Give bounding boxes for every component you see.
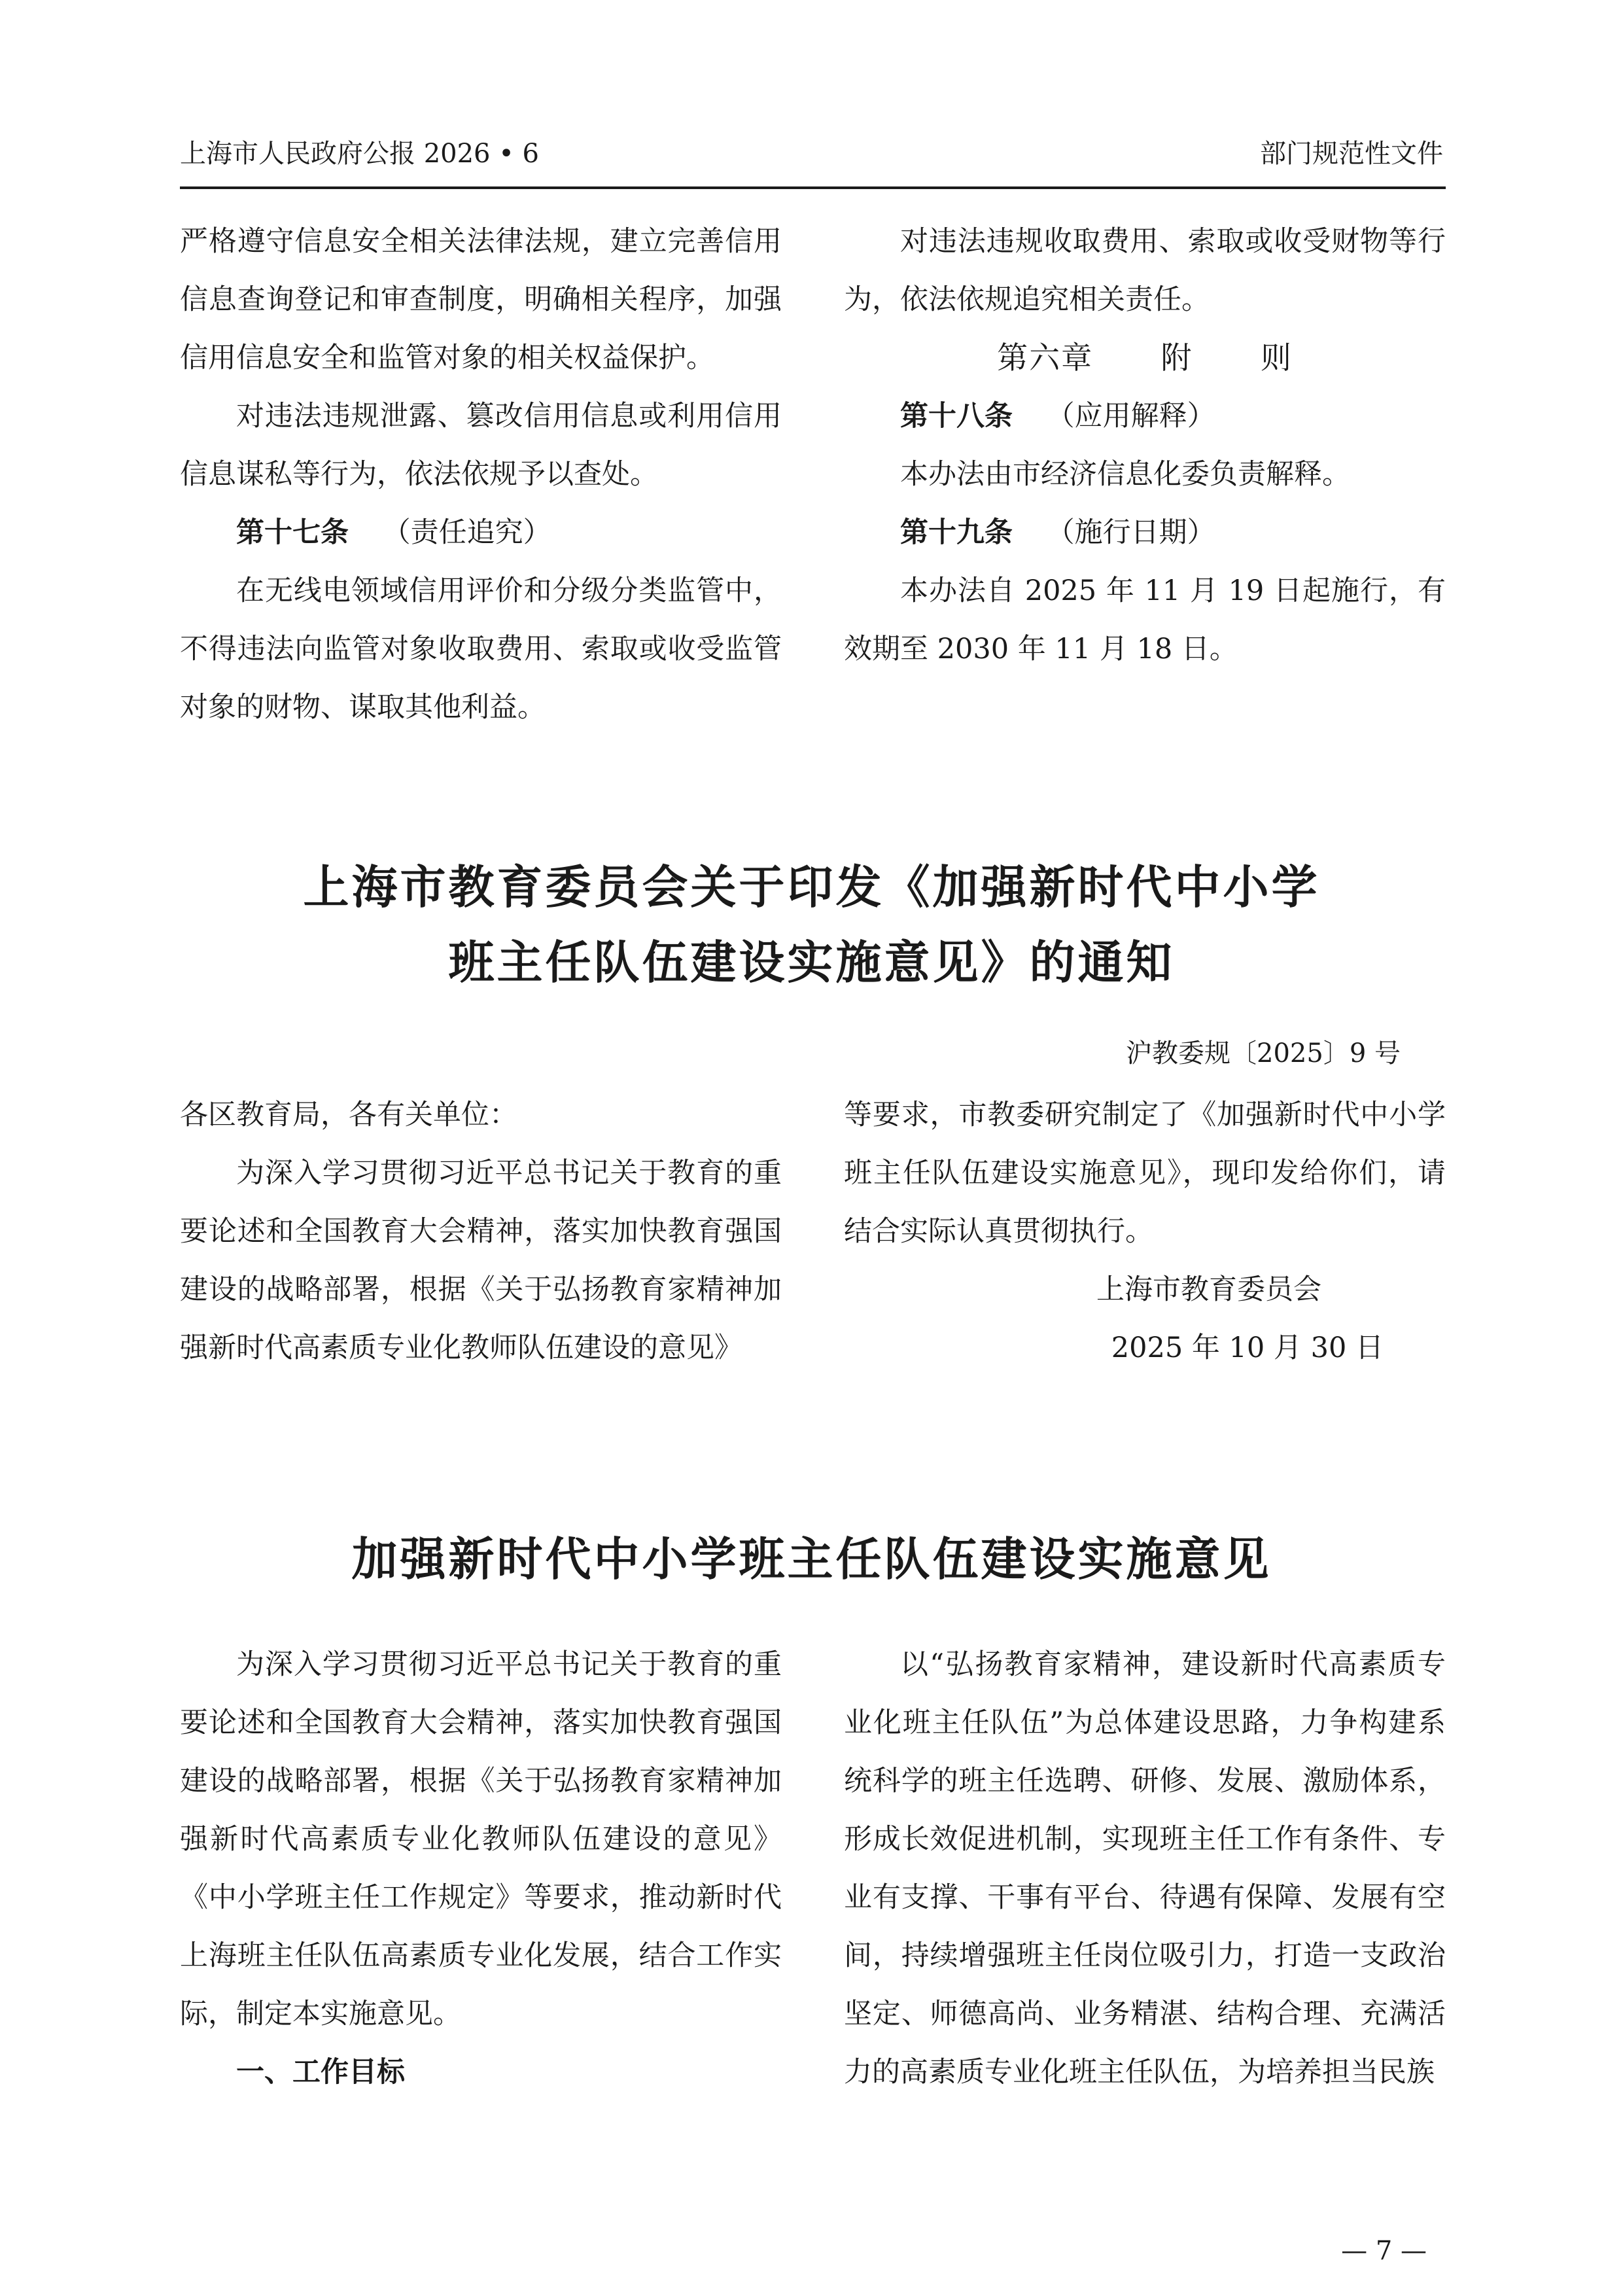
document-number: 沪教委规〔2025〕9 号 — [1126, 1038, 1401, 1069]
article-18-label: 第十八条 — [900, 400, 1013, 433]
page-number: — 7 — — [1341, 2236, 1427, 2266]
notice-title-line-2: 班主任队伍建设实施意见》的通知 — [448, 936, 1175, 989]
notice-left-para-1: 为深入学习贯彻习近平总书记关于教育的重要论述和全国教育大会精神，落实加快教育强国建设的战略部署，根据《关于弘扬教育家精神加强新时代高素质专业化教师队伍建设的意见》 — [180, 1157, 782, 1364]
notice-signer: 上海市教育委员会 — [1096, 1273, 1321, 1306]
part1-left-para-2: 对违法违规泄露、篡改信用信息或利用信用信息谋私等行为，依法依规予以查处。 — [180, 400, 782, 491]
notice-salutation: 各区教育局，各有关单位： — [180, 1099, 517, 1131]
part1-right-para-3: 本办法自 2025 年 11 月 19 日起施行，有效期至 2030 年 11 月 18 日。 — [844, 574, 1446, 665]
part1-right-para-2: 本办法由市经济信息化委负责解释。 — [900, 458, 1350, 491]
opinions-right-column — [844, 1636, 1446, 2102]
part1-left-column — [180, 213, 782, 737]
opinions-right-para-1: 以“弘扬教育家精神，建设新时代高素质专业化班主任队伍”为总体建设思路，力争构建系统科学的班主任选聘、研修、发展、激励体系，形成长效促进机制，实现班主任工作有条件、专业有支撑、干事有平台、待遇有保障、发展有空间，持续增强班主任岗位吸引力，打造一支政治坚定、师德高尚、业务精湛、结构合理、充满活力的高素质专业化班主任队伍，为培养担当民族 — [844, 1648, 1446, 2089]
chapter-heading — [844, 329, 1446, 387]
article-17-heading — [180, 504, 782, 562]
chapter-number: 第六章 — [997, 340, 1094, 376]
part1-left-para-3: 在无线电领域信用评价和分级分类监管中，不得违法向监管对象收取费用、索取或收受监管对象的财物、谋取其他利益。 — [180, 574, 782, 724]
notice-right-para-1: 等要求，市教委研究制定了《加强新时代中小学班主任队伍建设实施意见》，现印发给你们，请结合实际认真贯彻执行。 — [844, 1099, 1446, 1248]
section-1-heading: 一、工作目标 — [236, 2056, 405, 2089]
article-18-title: （应用解释） — [1046, 400, 1215, 433]
article-17-label: 第十七条 — [236, 516, 349, 549]
chapter-title-char-2: 则 — [1260, 340, 1293, 376]
part1-left-para-1: 严格遵守信息安全相关法律法规，建立完善信用信息查询登记和审查制度，明确相关程序，加强信用信息安全和监管对象的相关权益保护。 — [180, 225, 782, 374]
article-19-title: （施行日期） — [1046, 516, 1215, 549]
article-19-heading — [844, 504, 1446, 562]
opinions-left-column — [180, 1636, 782, 2102]
notice-date: 2025 年 10 月 30 日 — [1111, 1332, 1384, 1364]
header-publication: 上海市人民政府公报 2026 • 6 — [180, 139, 539, 169]
opinions-title: 加强新时代中小学班主任队伍建设实施意见 — [351, 1532, 1272, 1586]
part1-right-para-1: 对违法违规收取费用、索取或收受财物等行为，依法依规追究相关责任。 — [844, 225, 1446, 316]
opinions-left-para-1: 为深入学习贯彻习近平总书记关于教育的重要论述和全国教育大会精神，落实加快教育强国建设的战略部署，根据《关于弘扬教育家精神加强新时代高素质专业化教师队伍建设的意见》《中小学班主任工作规定》等要求，推动新时代上海班主任队伍高素质专业化发展，结合工作实际，制定本实施意见。 — [180, 1648, 782, 2030]
chapter-title-char-1: 附 — [1161, 340, 1193, 376]
notice-title-line-1: 上海市教育委员会关于印发《加强新时代中小学 — [303, 860, 1320, 914]
article-19-label: 第十九条 — [900, 516, 1013, 549]
header-section: 部门规范性文件 — [1260, 139, 1443, 169]
article-17-title: （责任追究） — [382, 516, 551, 549]
notice-right-column — [844, 1086, 1446, 1377]
header-rule — [180, 186, 1446, 189]
notice-left-column — [180, 1086, 782, 1377]
article-18-heading — [844, 387, 1446, 446]
part1-right-column — [844, 213, 1446, 679]
